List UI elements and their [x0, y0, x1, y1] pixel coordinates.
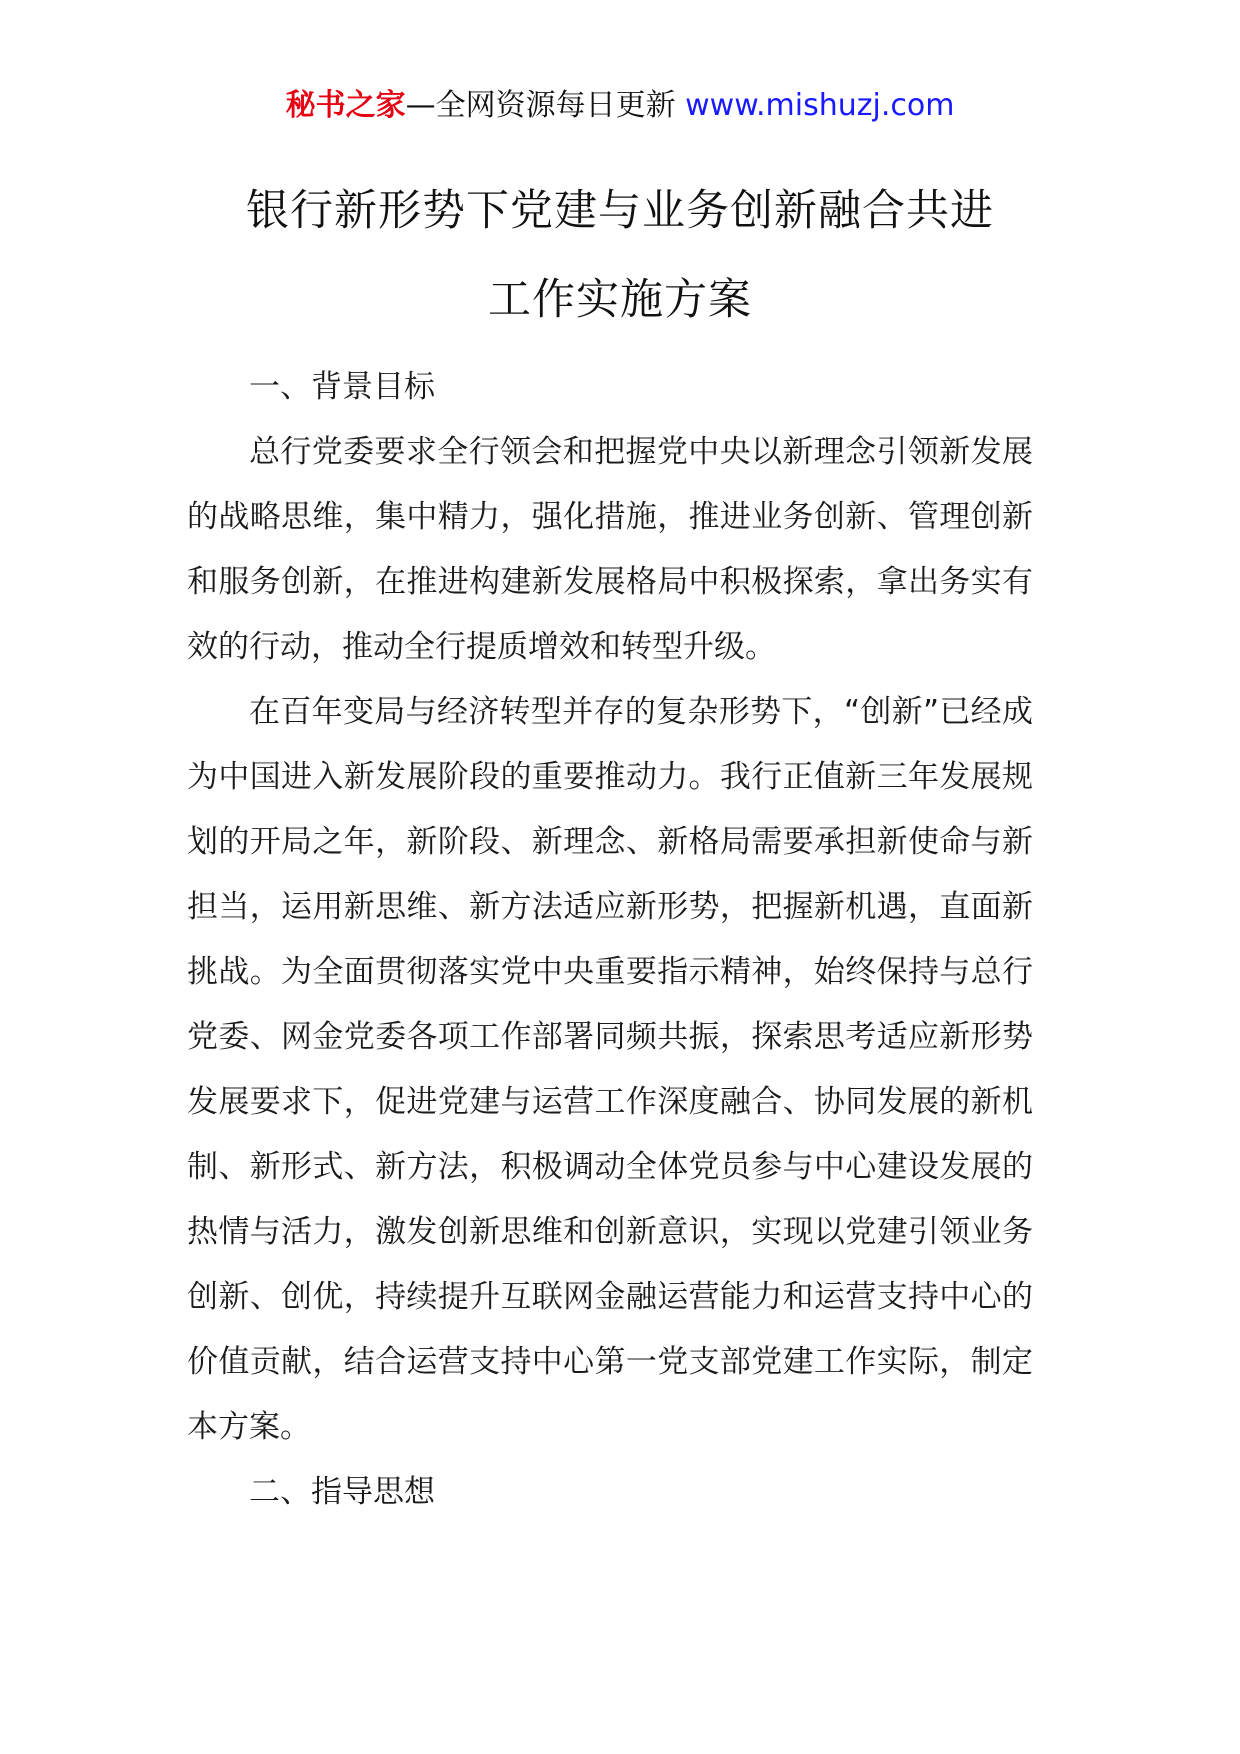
paragraph-2: 在百年变局与经济转型并存的复杂形势下，“创新”已经成为中国进入新发展阶段的重要推动力。我行正值新三年发展规划的开局之年，新阶段、新理念、新格局需要承担新使命与新担当，运用新思维、新方法适应新形势，把握新机遇，直面新挑战。为全面贯彻落实党中央重要指示精神，始终保持与总行党委、网金党委各项工作部署同频共振，探索思考适应新形势发展要求下，促进党建与运营工作深度融合、协同发展的新机制、新形式、新方法，积极调动全体党员参与中心建设发展的热情与活力，激发创新思维和创新意识，实现以党建引领业务创新、创优，持续提升互联网金融运营能力和运营支持中心的价值贡献，结合运营支持中心第一党支部党建工作实际，制定本方案。	[187, 694, 1033, 1445]
site-url-link[interactable]: www.mishuzj.com	[685, 88, 955, 123]
paragraph-1: 总行党委要求全行领会和把握党中央以新理念引领新发展的战略思维，集中精力，强化措施，推进业务创新、管理创新和服务创新，在推进构建新发展格局中积极探索，拿出务实有效的行动，推动全行提质增效和转型升级。	[187, 434, 1033, 665]
section-heading-guiding-thought: 二、指导思想	[249, 1474, 435, 1510]
section-heading-background: 一、背景目标	[249, 369, 435, 405]
site-banner	[0, 86, 1240, 126]
document-body	[187, 355, 1033, 1525]
banner-slogan: —全网资源每日更新	[405, 88, 686, 123]
document-title-line1: 银行新形势下党建与业务创新融合共进	[246, 186, 994, 236]
brand-name: 秘书之家	[285, 88, 406, 123]
document-title-line2: 工作实施方案	[488, 275, 752, 325]
